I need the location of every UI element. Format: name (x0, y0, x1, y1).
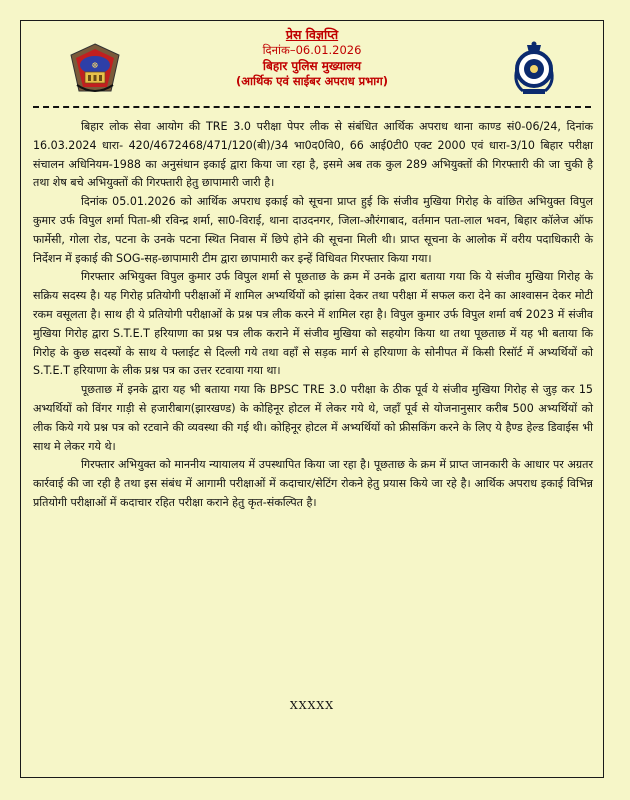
issuing-department: (आर्थिक एवं साईबर अपराध प्रभाग) (235, 74, 388, 88)
header-divider (33, 106, 591, 108)
press-release-header (21, 27, 603, 89)
paragraph-2: दिनांक 05.01.2026 को आर्थिक अपराध इकाई को सूचना प्राप्त हुई कि संजीव मुखिया गिरोह के वांछित अभियुक्त विपुल कुमार उर्फ विपुल शर्मा पिता-श्री रविन्द्र शर्मा, सा0-विराई, थाना दाउदनगर, जिला-औरंगाबाद, वर्तमान पता-लाल भवन, बिहार कॉलेज ऑफ फार्मेसी, गोला रोड, पटना के उनके पटना स्थित निवास में छिपे होने की सूचना मिली थी। प्राप्त सूचना के आलोक में वरीय पदाधिकारी के निर्देशन में इकाई की SOG-सह-छापामारी टीम द्वारा छापामारी कर इन्हें विधिवत गिरफ्तार किया गया। (33, 195, 593, 265)
paragraph-3: गिरफ्तार अभियुक्त विपुल कुमार उर्फ विपुल शर्मा से पूछताछ के क्रम में उनके द्वारा बताया गया कि ये संजीव मुखिया गिरोह के सक्रिय सदस्य है। यह गिरोह प्रतियोगी परीक्षाओं में शामिल अभ्यर्थियों को झांसा देकर तथा परीक्षा में सफल करा देने का आश्वासन देकर मोटी रकम वसूलता है। साथ ही ये प्रतियोगी परीक्षाओं के प्रश्न पत्र लीक करने में शामिल रहा है। विपुल कुमार उर्फ विपुल शर्मा वर्ष 2023 में संजीव मुखिया गिरोह द्वारा S.T.E.T हरियाणा का प्रश्न पत्र लीक कराने में संजीव मुखिया को सहयोग किया था तथा पूछताछ में यह भी बताया कि गिरोह के कुछ सदस्यों के साथ ये फ्लाईट से दिल्ली गये तथा वहाँ से सड़क मार्ग से हरियाणा के सोनीपत में किसी रिसॉर्ट में अभ्यर्थियों को S.T.E.T हरियाणा के लीक प्रश्न पत्र का उत्तर रटवाया गया था। (33, 270, 593, 378)
closing-mark: XXXXX (289, 699, 335, 712)
release-date: दिनांक–06.01.2026 (262, 43, 362, 57)
press-release-page (20, 20, 604, 778)
paragraph-1: बिहार लोक सेवा आयोग की TRE 3.0 परीक्षा पेपर लीक से संबंधित आर्थिक अपराध थाना काण्ड सं0-06/24, दिनांक 16.03.2024 धारा- 420/4672468/471/120(बी)/34 भा0द0वि0, 66 आई0टी0 एक्ट 2000 एवं धारा-3/10 बिहार परीक्षा संचालन अधिनियम-1988 का अनुसंधान इकाई द्वारा किया जा रहा है, इसमे अब तक कुल 289 अभियुक्तों की गिरफ्तारी की जा चुकी है तथा शेष बचे अभियुक्तों की गिरफ्तारी हेतु छापामारी जारी है। (33, 120, 593, 190)
issuing-office: बिहार पुलिस मुख्यालय (262, 59, 362, 73)
svg-text:☸: ☸ (91, 61, 99, 70)
paragraph-5: गिरफ्तार अभियुक्त को माननीय न्यायालय में उपस्थापित किया जा रहा है। पूछताछ के क्रम में प्राप्त जानकारी के आधार पर अग्रतर कार्रवाई की जा रही है तथा इस संबंध में आगामी परीक्षाओं में कदाचार/सेटिंग रोकने हेतु प्रयास किये जा रहे है। आर्थिक अपराध इकाई विभिन्न प्रतियोगी परीक्षाओं में कदाचार रहित परीक्षा कराने हेतु कृत-संकल्पित है। (33, 458, 593, 509)
press-release-body (33, 118, 593, 513)
press-release-title: प्रेस विज्ञप्ति (285, 27, 339, 42)
paragraph-4: पूछताछ में इनके द्वारा यह भी बताया गया कि BPSC TRE 3.0 परीक्षा के ठीक पूर्व ये संजीव मुखिया गिरोह से जुड़ कर 15 अभ्यर्थियों को विंगर गाड़ी से हजारीबाग(झारखण्ड) के कोहिनूर होटल में लेकर गये थे, जहाँ पूर्व से योजनानुसार करीब 500 अभ्यर्थियों को लीक किये गये प्रश्न पत्र को रटवाने की व्यवस्था की गई थी। कोहिनूर होटल में अभ्यर्थियों को फ्रीसकिंग करने के लिए ये हैण्ड हेल्ड डिवाईस भी साथ मे लेकर गये थे। (33, 383, 593, 453)
